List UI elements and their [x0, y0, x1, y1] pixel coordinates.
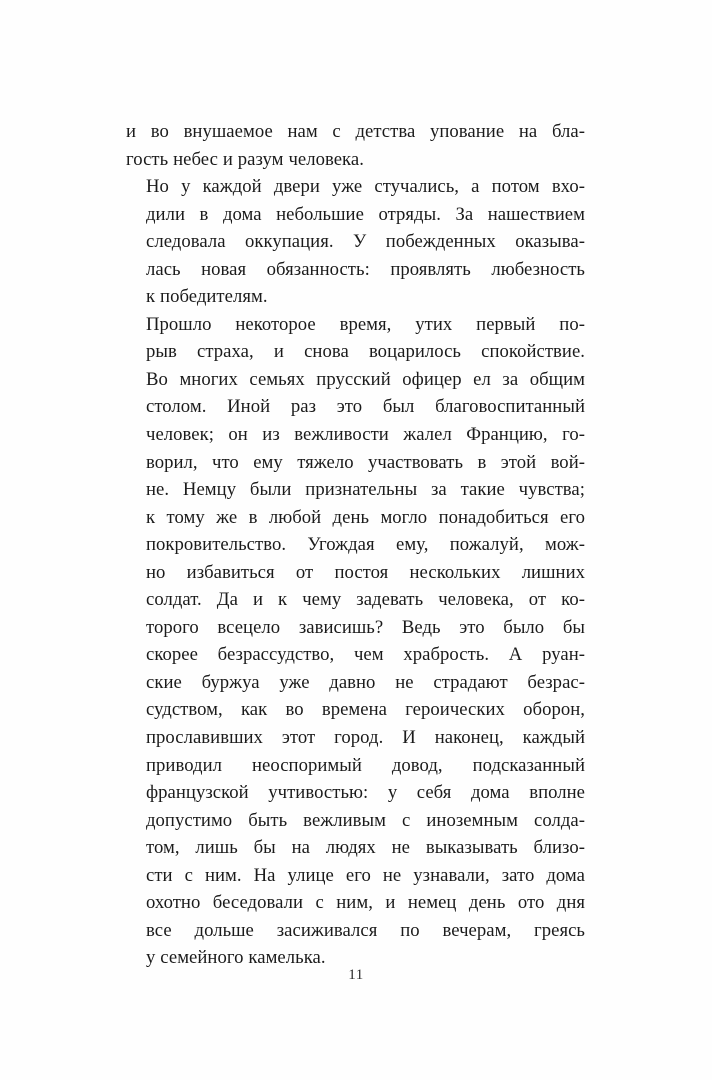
body-text-block	[126, 118, 585, 972]
text-line: Но у каждой двери уже стучались, а потом вхо-	[146, 176, 585, 198]
text-line: прославивших этот город. И наконец, каждый	[146, 727, 585, 749]
text-line: гость небес и разум человека.	[126, 148, 364, 170]
text-line: судством, как во времена героических оборон,	[146, 699, 585, 721]
text-line: допустимо быть вежливым с иноземным солда-	[146, 809, 585, 831]
text-line: ворил, что ему тяжело участвовать в этой вой-	[146, 451, 585, 473]
text-line: дили в дома небольшие отряды. За нашествием	[146, 203, 585, 225]
text-line: но избавиться от постоя нескольких лишних	[146, 561, 585, 583]
text-line: скорее безрассудство, чем храбрость. А руан-	[146, 644, 585, 666]
text-line: торого всецело зависишь? Ведь это было бы	[146, 616, 585, 638]
text-line: человек; он из вежливости жалел Францию, го-	[146, 424, 585, 446]
text-line: лась новая обязанность: проявлять любезность	[146, 258, 585, 280]
text-line: Прошло некоторое время, утих первый по-	[146, 313, 585, 335]
paragraph	[126, 311, 585, 972]
text-line: том, лишь бы на людях не выказывать близо-	[146, 837, 585, 859]
text-line: ские буржуа уже давно не страдают безрас-	[146, 671, 585, 693]
paragraph	[126, 173, 585, 311]
paragraph-continuation	[126, 118, 585, 173]
text-line: не. Немцу были признательны за такие чувства;	[146, 479, 585, 501]
text-line: к тому же в любой день могло понадобиться его	[146, 506, 585, 528]
text-line: Во многих семьях прусский офицер ел за общим	[146, 368, 585, 390]
text-line: к победителям.	[146, 286, 268, 308]
text-line: все дольше засиживался по вечерам, греясь	[146, 919, 585, 941]
text-line: столом. Иной раз это был благовоспитанный	[146, 396, 585, 418]
text-line: рыв страха, и снова воцарилось спокойствие.	[146, 341, 585, 363]
text-line: охотно беседовали с ним, и немец день ото дня	[146, 892, 585, 914]
page-number: 11	[348, 967, 364, 983]
text-line: и во внушаемое нам с детства упование на бла-	[126, 121, 585, 142]
text-line: покровительство. Угождая ему, пожалуй, мож-	[146, 534, 585, 556]
text-line: следовала оккупация. У побежденных оказыва-	[146, 231, 585, 253]
text-line: солдат. Да и к чему задевать человека, от ко-	[146, 589, 585, 611]
text-line: у семейного камелька.	[146, 947, 326, 969]
text-line: приводил неоспоримый довод, подсказанный	[146, 754, 585, 776]
text-line: сти с ним. На улице его не узнавали, зато дома	[146, 864, 585, 886]
text-line: французской учтивостью: у себя дома вполне	[146, 782, 585, 804]
